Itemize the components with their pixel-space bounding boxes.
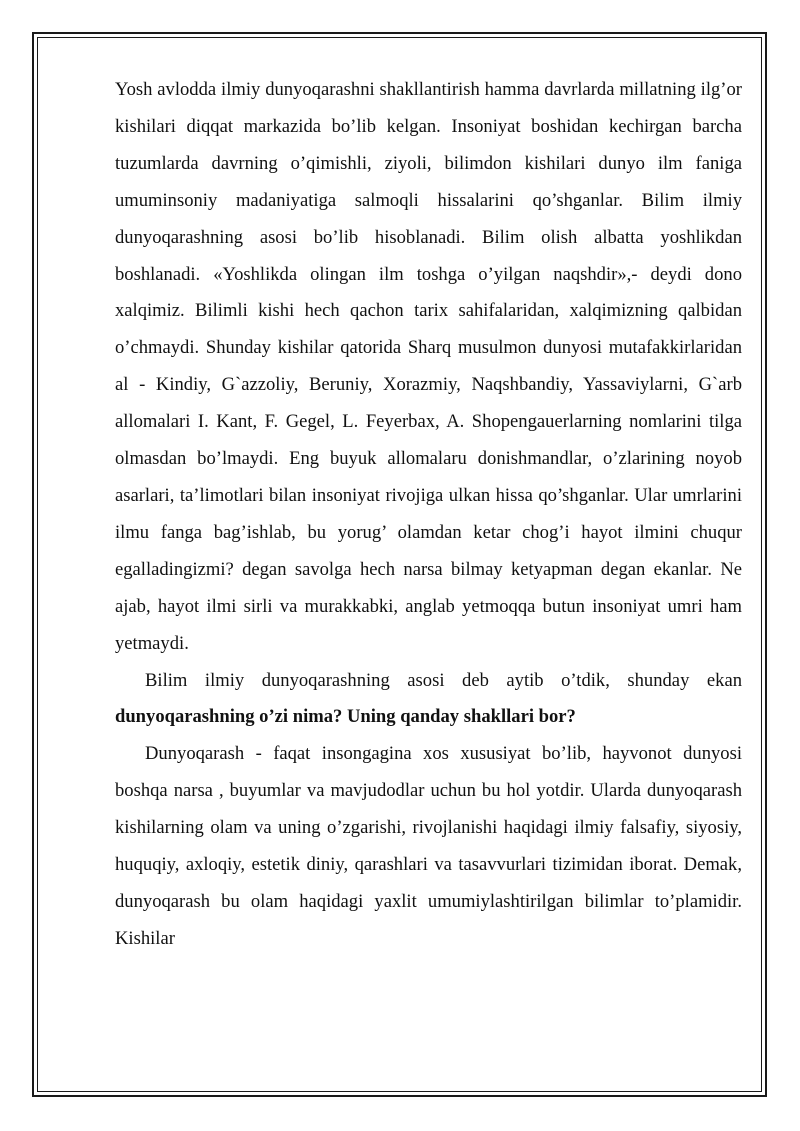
paragraph-2: [115, 663, 742, 737]
document-body: [115, 72, 742, 958]
paragraph-2-text: Bilim ilmiy dunyoqarashning asosi deb aytib o’tdik, shunday ekan: [145, 669, 742, 691]
paragraph-3: Dunyoqarash - faqat insongagina xos xususiyat bo’lib, hayvonot dunyosi boshqa narsa , buyumlar va mavjudodlar uchun bu hol yotdir. Ularda dunyoqarash kishilarning olam va uning o’zgarishi, rivojlanishi haqidagi ilmiy falsafiy, siyosiy, huquqiy, axloqiy, estetik diniy, qarashlari va tasavvurlari tizimidan iborat. Demak, dunyoqarash bu olam haqidagi yaxlit umumiylashtirilgan bilimlar to’plamidir. Kishilar: [115, 743, 742, 949]
paragraph-2-bold-question: dunyoqarashning o’zi nima? Uning qanday shakllari bor?: [115, 706, 576, 728]
paragraph-1: Yosh avlodda ilmiy dunyoqarashni shakllantirish hamma davrlarda millatning ilg’or kishilari diqqat markazida bo’lib kelgan. Insoniyat boshidan kechirgan barcha tuzumlarda davrning o’qimishli, ziyoli, bilimdon kishilari dunyo ilm faniga umuminsoniy madaniyatiga salmoqli hissalarini qo’shganlar. Bilim ilmiy dunyoqarashning asosi bo’lib hisoblanadi. Bilim olish albatta yoshlikdan boshlanadi. «Yoshlikda olingan ilm toshga o’yilgan naqshdir»,- deydi dono xalqimiz. Bilimli kishi hech qachon tarix sahifalaridan, xalqimizning qalbidan o’chmaydi. Shunday kishilar qatorida Sharq musulmon dunyosi mutafakkirlaridan al - Kindiy, G`azzoliy, Beruniy, Xorazmiy, Naqshbandiy, Yassaviylarni, G`arb allomalari I. Kant, F. Gegel, L. Feyerbax, A. Shopengauerlarning nomlarini tilga olmasdan bo’lmaydi. Eng buyuk allomalaru donishmandlar, o’zlarining noyob asarlari, ta’limotlari bilan insoniyat rivojiga ulkan hissa qo’shganlar. Ular umrlarini ilmu fanga bag’ishlab, bu yorug’ olamdan ketar chog’i hayot ilmini chuqur egalladingizmi? degan savolga hech narsa bilmay ketyapman degan ekanlar. Ne ajab, hayot ilmi sirli va murakkabki, anglab yetmoqqa butun insoniyat umri ham yetmaydi.: [115, 79, 742, 654]
